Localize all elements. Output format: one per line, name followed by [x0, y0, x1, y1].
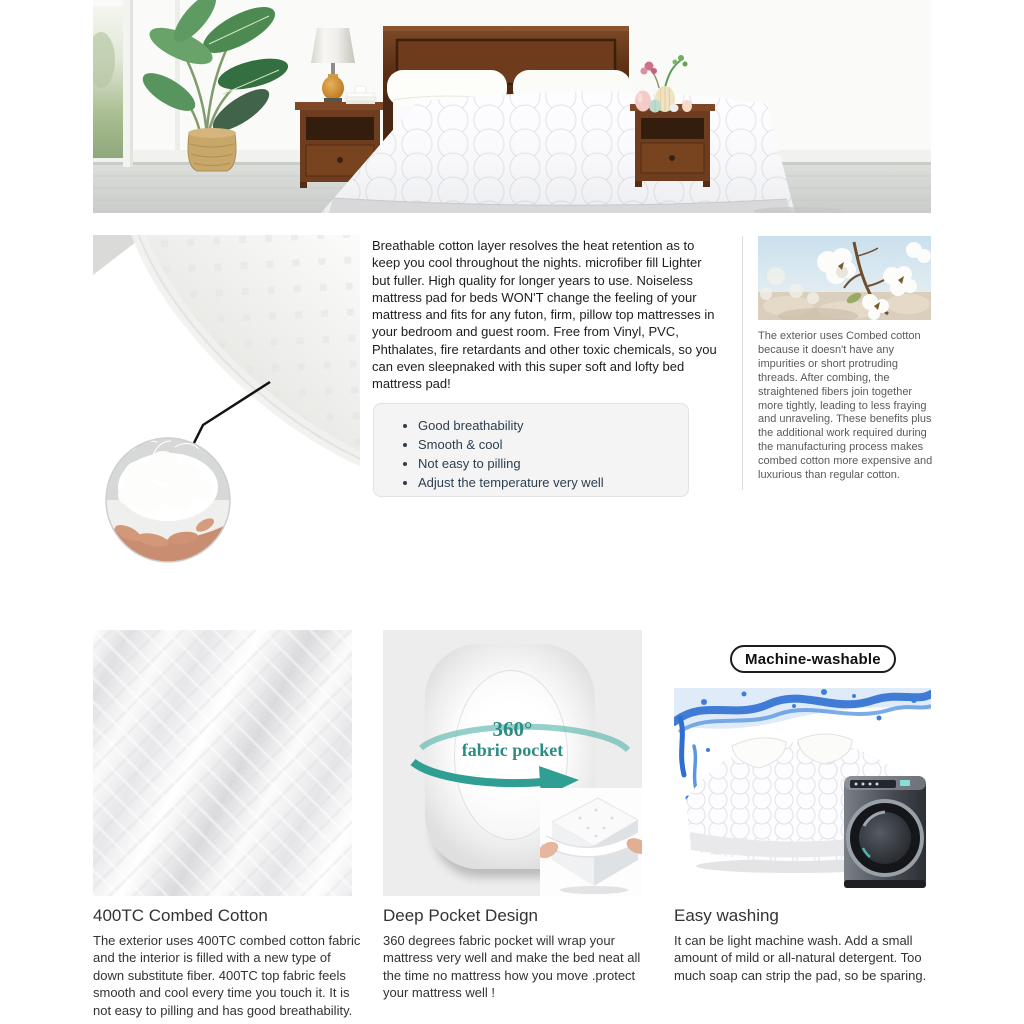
intro-paragraph: Breathable cotton layer resolves the heat retention as to keep you cool throughout the nights. microfiber fill Lighter but fuller. High quality for longer years to use. Noiseless mattress pad for beds WON'T change the feeling of your mattress and fits for any futon, firm, pillow top mattresses in your bedroom and guest room. Free from Vinyl, PVC, Phthalates, fire retardants and other toxic chemicals, so you can even sleepnaked with this super soft and lofty bed mattress pad!: [372, 238, 717, 392]
hero-image: [93, 0, 931, 213]
cotton-plant-scene: [758, 236, 931, 320]
section-divider: [742, 236, 743, 490]
machine-washable-badge: Machine-washable: [730, 645, 896, 673]
fill-closeup-scene: [93, 235, 360, 565]
washer-door: [848, 801, 922, 875]
right-nightstand: [630, 104, 715, 187]
cotton-image: [758, 236, 931, 320]
bullet-item: • Not easy to pilling: [418, 454, 678, 473]
pocket-label-text: fabric pocket: [461, 740, 564, 760]
feature-body-easy-washing: It can be light machine wash. Add a small amount of mild or all-natural detergent. Too much soap can strip the pad, so be sparing.: [674, 933, 927, 983]
washing-image: [674, 680, 931, 895]
feature-heading-combed-cotton: 400TC Combed Cotton: [93, 906, 268, 925]
fill-inset: [106, 438, 230, 565]
fabric-closeup-image: [93, 630, 352, 896]
pocket-label: [383, 718, 642, 760]
feature-bullets: [373, 403, 689, 497]
washing-scene: [674, 680, 931, 895]
bullet-item: • Smooth & cool: [418, 435, 678, 454]
feature-heading-deep-pocket: Deep Pocket Design: [383, 906, 538, 925]
washing-machine: [844, 776, 926, 888]
bullet-item: • Adjust the temperature very well: [418, 473, 678, 492]
corner-inset: [540, 788, 642, 896]
pocket-label-degrees: 360°: [492, 717, 533, 741]
feature-body-combed-cotton: The exterior uses 400TC combed cotton fabric and the interior is filled with a new type of down substitute fiber. 400TC top fabric feels smooth and cool every time you touch it. It is not easy to pilling and has good breathability.: [93, 933, 361, 1018]
window: [93, 0, 133, 167]
pocket-image: [383, 630, 642, 896]
combed-cotton-note: The exterior uses Combed cotton because it doesn't have any impurities or short protruding threads. After combing, the straightened fibers join together more tightly, leading to less fraying and unraveling. These benefits plus the additional work required during the manufacturing process makes combed cotton more expensive and luxurious than regular cotton.: [758, 330, 933, 482]
bullet-item: • Good breathability: [418, 416, 678, 435]
bedroom-scene: [93, 0, 931, 213]
feature-heading-easy-washing: Easy washing: [674, 906, 779, 925]
plant-basket: [188, 128, 236, 171]
feature-body-deep-pocket: 360 degrees fabric pocket will wrap your mattress very well and make the bed neat all the time no mattress how you move .protect your mattress well !: [383, 933, 641, 1001]
feather-image: [93, 235, 360, 565]
